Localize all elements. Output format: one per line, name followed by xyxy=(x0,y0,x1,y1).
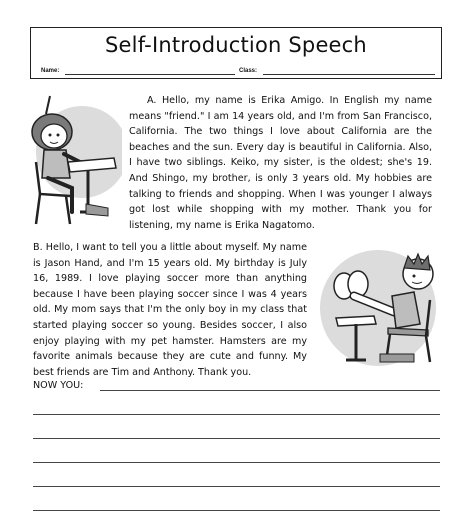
page-title: Self-Introduction Speech xyxy=(105,33,367,57)
girl-at-desk-illustration xyxy=(22,92,122,232)
writing-line[interactable] xyxy=(33,414,440,415)
boy-at-desk-illustration xyxy=(318,240,448,370)
writing-line[interactable] xyxy=(33,462,440,463)
header-box xyxy=(30,27,442,79)
writing-line[interactable] xyxy=(33,486,440,487)
writing-line[interactable] xyxy=(33,510,440,511)
name-label: Name: xyxy=(41,68,60,74)
paragraph-a: A. Hello, my name is Erika Amigo. In English my name means "friend." I am 14 years old, and I'm from San Francisco, California. The two things I love about California are the beaches and the sun. Every day is beautiful in California. Also, I have two siblings. Keiko, my sister, is the oldest; she's 19. And Shingo, my brother, is only 3 years old. My hobbies are talking to friends and shopping. When I was younger I always got lost while shopping with my mother. Thank you for listening, my name is Erika Nagatomo. xyxy=(129,95,432,231)
class-label: Class: xyxy=(239,68,258,74)
paragraph-b: B. Hello, I want to tell you a little about myself. My name is Jason Hand, and I'm 15 years old. My birthday is July 16, 1989. I love playing soccer more than anything because I have been playing soccer since I was 4 years old. My mom says that I'm the only boy in my class that started playing soccer so young. Besides soccer, I also enjoy playing with my pet hamster. Hamsters are my favorite animals because they are cute and funny. My best friends are Tim and Anthony. Thank you. xyxy=(33,242,307,378)
now-you-label: NOW YOU: xyxy=(33,380,84,391)
class-line[interactable] xyxy=(263,74,435,75)
writing-line[interactable] xyxy=(33,438,440,439)
writing-line[interactable] xyxy=(100,390,440,391)
name-line[interactable] xyxy=(65,74,235,75)
